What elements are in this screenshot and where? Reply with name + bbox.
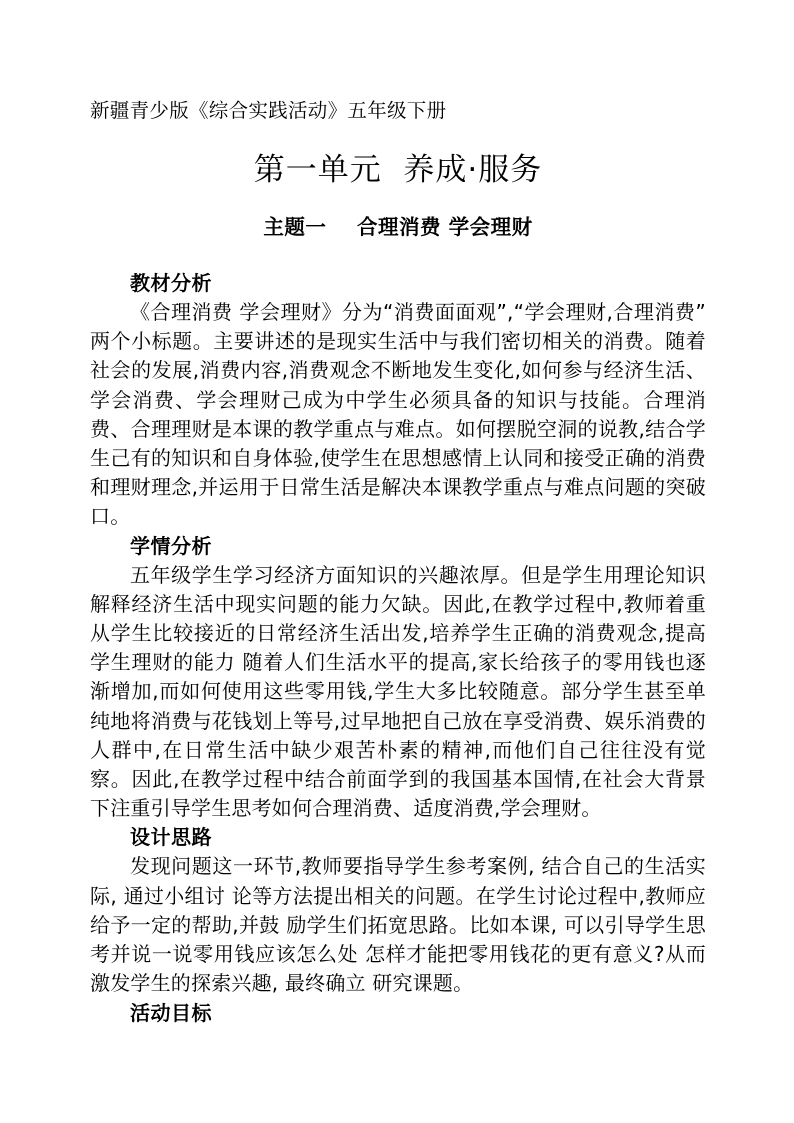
textbook-source-line: 新疆青少版《综合实践活动》五年级下册 xyxy=(90,99,447,122)
section-heading-jiaocaifenxi: 教材分析 xyxy=(130,271,212,295)
unit-title: 第一单元 养成·服务 xyxy=(253,152,543,188)
section-jiaocaifenxi xyxy=(90,269,706,532)
section-xueqingfenxi xyxy=(90,532,706,824)
section-body-jiaocaifenxi: 《合理消费 学会理财》分为“消费面面观”,“学会理财,合理消费”两个小标题。主要讲述的是现实生活中与我们密切相关的消费。随着社会的发展,消费内容,消费观念不断地发生变化,如何参与经济生活、学会消费、学会理财己成为中学生必须具备的知识与技能。合理消费、合理理财是本课的教学重点与难点。如何摆脱空洞的说教,结合学生己有的知识和自身体验,使学生在思想感情上认同和接受正确的消费和理财理念,并运用于日常生活是解决本课教学重点与难点问题的突破口。 xyxy=(90,300,706,529)
section-huodongmubiao xyxy=(90,999,706,1028)
section-heading-xueqingfenxi: 学情分析 xyxy=(130,533,212,558)
section-shejisilu xyxy=(90,823,706,998)
section-body-xueqingfenxi: 五年级学生学习经济方面知识的兴趣浓厚。但是学生用理论知识解释经济生活中现实问题的能力欠缺。因此,在教学过程中,教师着重从学生比较接近的日常经济生活出发,培养学生正确的消费观念,提高学生理财的能力 随着人们生活水平的提高,家长给孩子的零用钱也逐渐增加,而如何使用这些零用钱,学生大多比较随意。部分学生甚至单纯地将消费与花钱划上等号,过早地把自己放在享受消费、娱乐消费的人群中,在日常生活中缺少艰苦朴素的精神,而他们自己往往没有觉察。因此,在教学过程中结合前面学到的我国基本国情,在社会大背景下注重引导学生思考如何合理消费、适度消费,学会理财。 xyxy=(90,562,706,821)
section-body-shejisilu: 发现问题这一环节,教师要指导学生参考案例, 结合自己的生活实际, 通过小组讨 论等方法提出相关的问题。在学生讨论过程中,教师应给予一定的帮助,并鼓 励学生们拓宽思路。比如本课, 可以引导学生思考并说一说零用钱应该怎么处 怎样才能把零用钱花的更有意义?从而激发学生的探索兴趣, 最终确立 研究课题。 xyxy=(90,854,706,996)
document-content xyxy=(90,0,706,1028)
section-heading-huodongmubiao: 活动目标 xyxy=(130,1001,212,1026)
topic-title: 主题一 合理消费 学会理财 xyxy=(263,215,533,239)
section-heading-shejisilu: 设计思路 xyxy=(130,825,212,850)
